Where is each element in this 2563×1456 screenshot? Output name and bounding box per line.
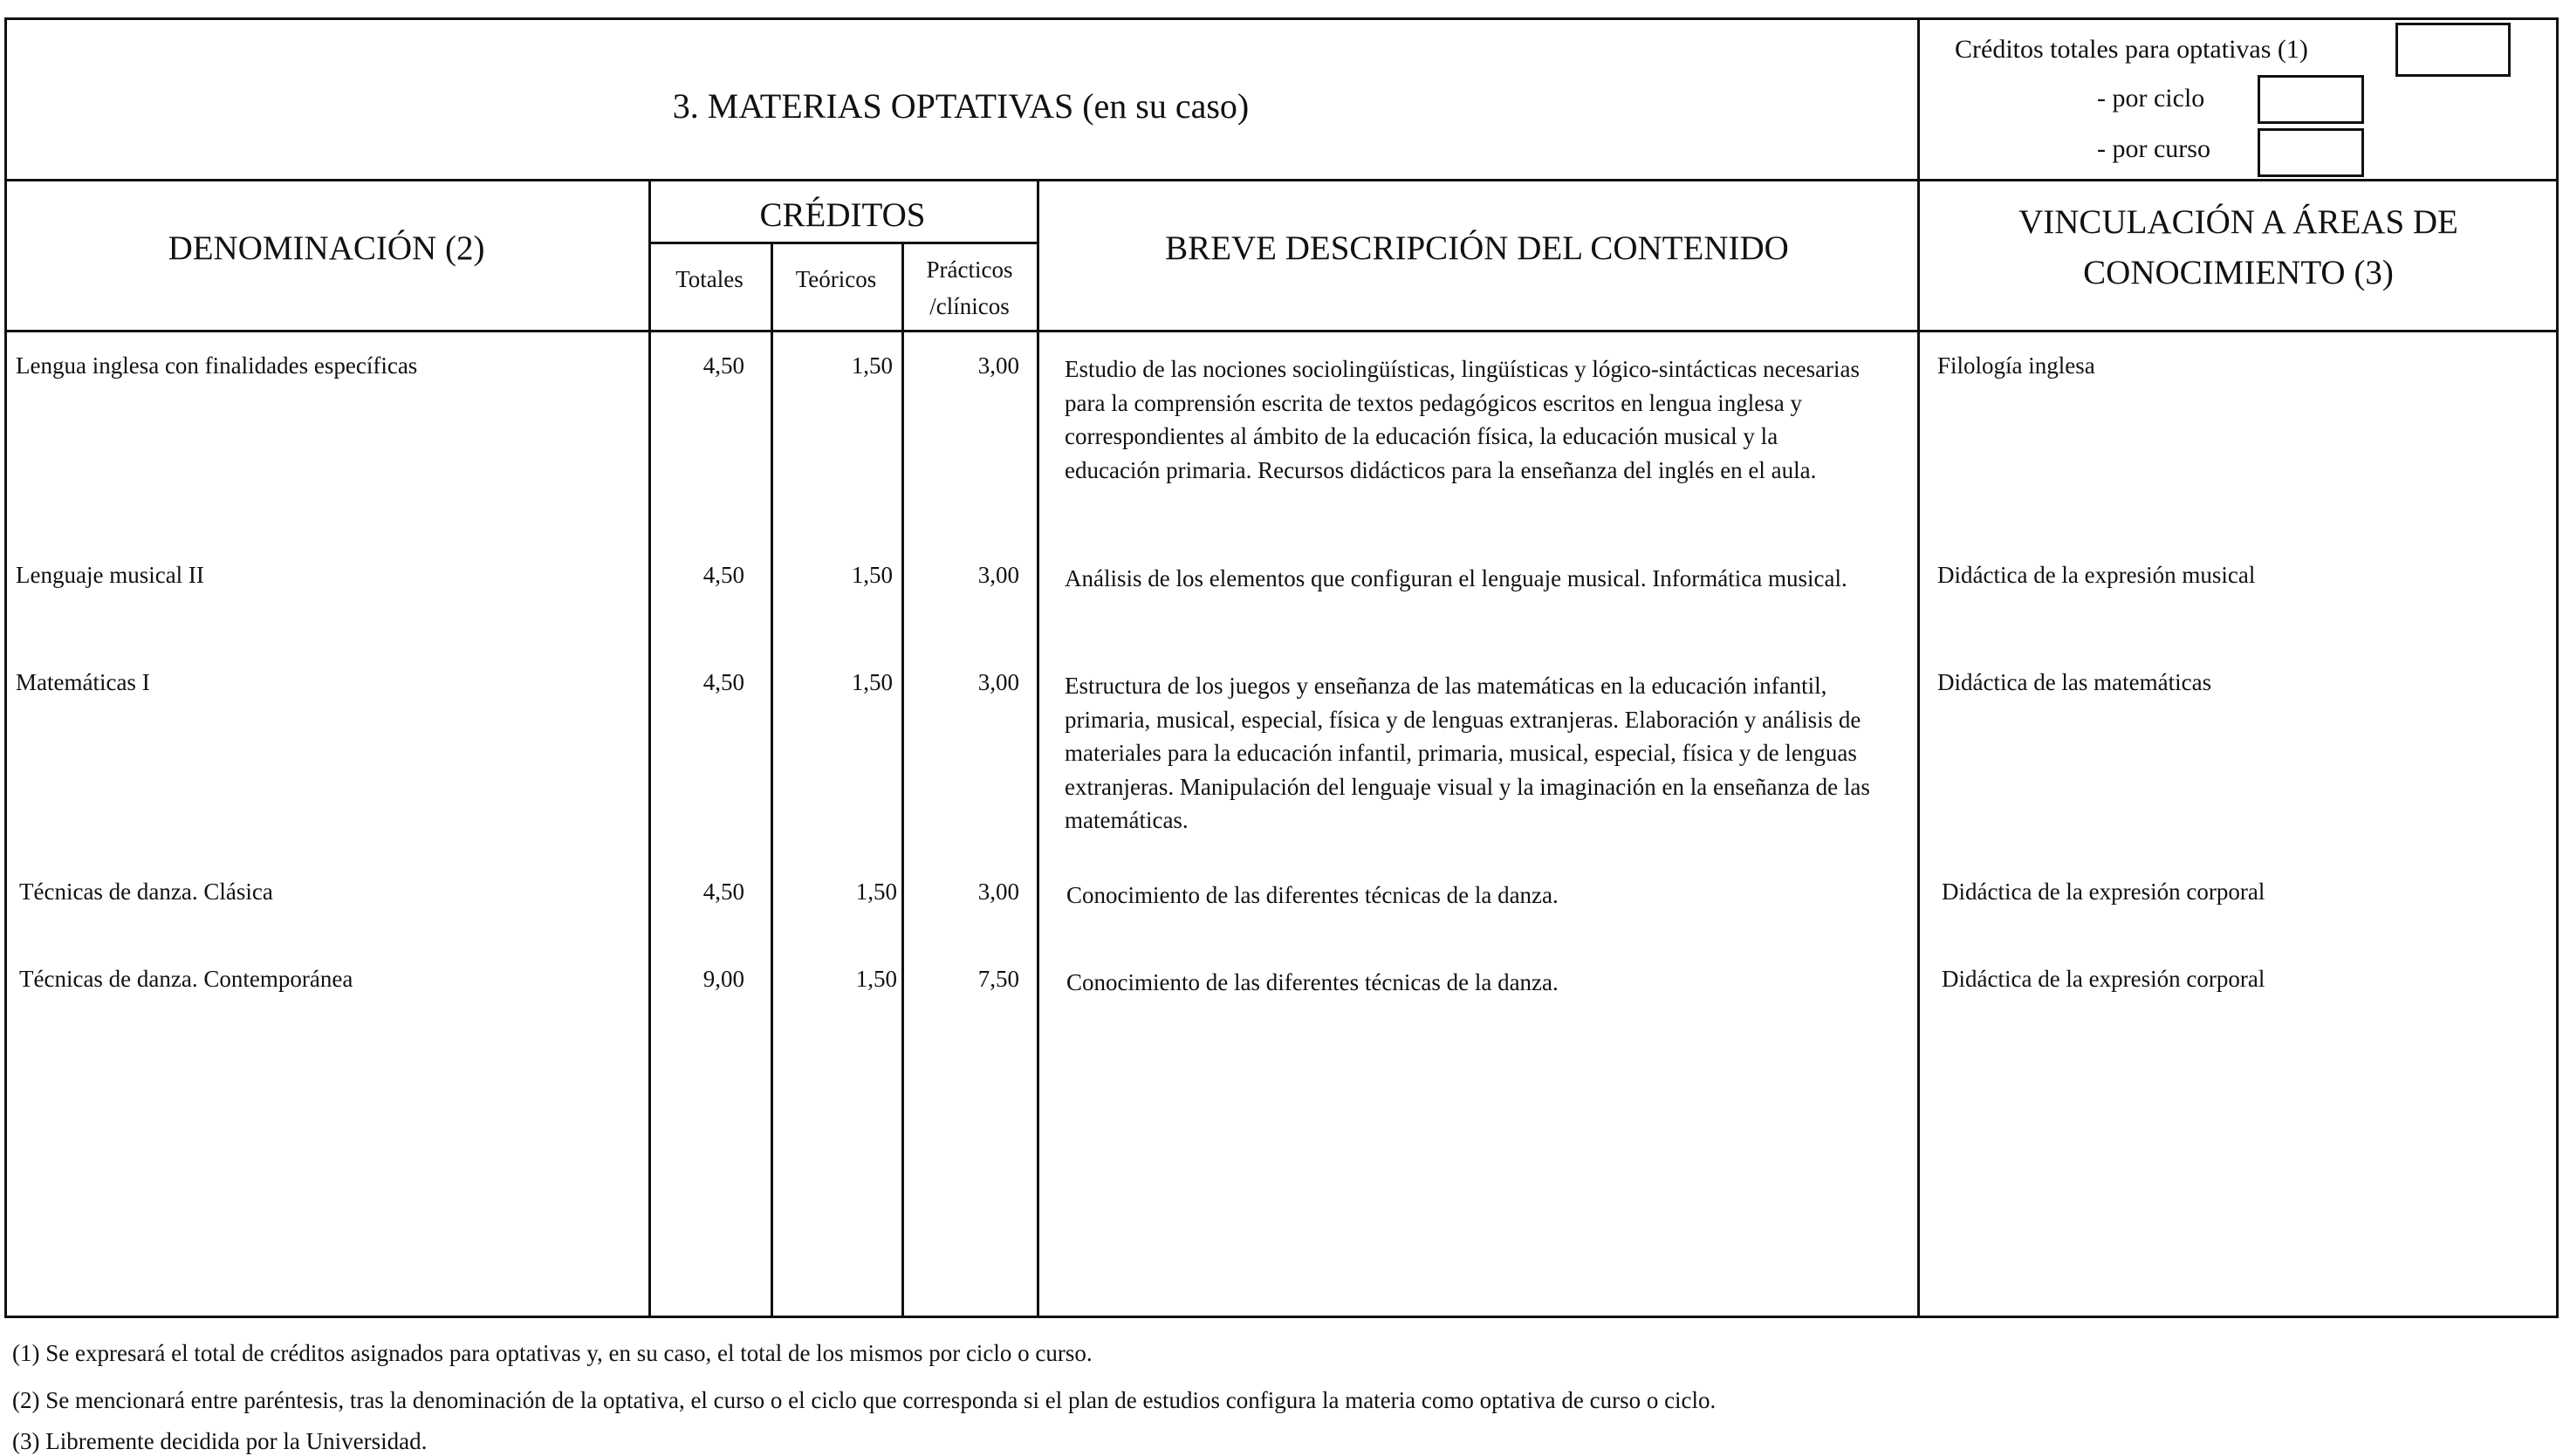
credits-per-cycle-input[interactable] [2258,75,2364,124]
col-header-teoricos: Teóricos [795,266,877,292]
header-divider [4,179,2559,181]
col-divider-teoricos [901,242,904,1318]
row-practicos: 3,00 [977,878,1019,905]
row-totales: 4,50 [702,562,744,588]
footnote-3: (3) Libremente decidida por la Universidad. [12,1428,428,1454]
table-left-border [4,17,7,1318]
row-teoricos: 1,50 [855,966,897,992]
credits-per-course-input[interactable] [2258,128,2364,177]
row-teoricos: 1,50 [851,352,893,379]
col-header-practicos: Prácticos /clínicos [926,256,1013,319]
row-totales: 4,50 [702,878,744,905]
table-top-border [4,17,2559,20]
table-right-border [2556,17,2559,1318]
col-header-creditos: CRÉDITOS [759,196,926,234]
row-area: Didáctica de las matemáticas [1937,669,2212,695]
row-practicos: 3,00 [977,352,1019,379]
row-name: Lengua inglesa con finalidades específicas [16,352,418,379]
section-title: 3. MATERIAS OPTATIVAS (en su caso) [672,86,1250,126]
row-name: Técnicas de danza. Clásica [19,878,273,905]
row-totales: 9,00 [702,966,744,992]
col-header-totales: Totales [675,266,744,292]
row-description: Conocimiento de las diferentes técnicas de la danza. [1066,882,1559,908]
credits-panel-divider [1917,17,1920,181]
row-totales: 4,50 [702,669,744,695]
row-name: Matemáticas I [16,669,150,695]
row-description: Estructura de los juegos y enseñanza de las matemáticas en la educación infantil, primaria, musical, especial, física y de lenguas extranjeras. Elaboración y análisis de materiales para la educación infantil, primaria, musical, especial, física y de lenguas extranjeras. Manipulación del lenguaje visual y la imaginación en la enseñanza de las matemáticas. [1065,673,1870,833]
col-header-denominacion: DENOMINACIÓN (2) [168,229,485,267]
footnote-1: (1) Se expresará el total de créditos asignados para optativas y, en su caso, el total de los mismos por ciclo o curso. [12,1340,1093,1366]
row-area: Filología inglesa [1937,352,2095,379]
credits-total-label: Créditos totales para optativas (1) [1955,35,2308,64]
column-header-divider [4,330,2559,332]
row-area: Didáctica de la expresión corporal [1942,878,2265,905]
row-name: Lenguaje musical II [16,562,204,588]
footnote-2: (2) Se mencionará entre paréntesis, tras la denominación de la optativa, el curso o el ciclo que corresponda si el plan de estudios configura la materia como optativa de curso o ciclo. [12,1387,1717,1413]
credits-total-input[interactable] [2395,23,2511,77]
col-divider-totales [771,242,773,1318]
col-header-vinculacion: VINCULACIÓN A ÁREAS DE CONOCIMIENTO (3) [2018,203,2458,291]
col-divider-practicos [1037,179,1039,1318]
row-teoricos: 1,50 [851,669,893,695]
row-description: Análisis de los elementos que configuran el lenguaje musical. Informática musical. [1065,565,1847,591]
col-divider-descripcion [1917,179,1920,1318]
row-area: Didáctica de la expresión corporal [1942,966,2265,992]
row-practicos: 3,00 [977,562,1019,588]
creditos-divider [648,242,1038,244]
row-practicos: 3,00 [977,669,1019,695]
row-totales: 4,50 [702,352,744,379]
row-description: Conocimiento de las diferentes técnicas de la danza. [1066,969,1559,995]
row-description: Estudio de las nociones sociolingüísticas, lingüísticas y lógico-sintácticas necesarias para la comprensión escrita de textos pedagógicos escritos en lengua inglesa y correspondientes al ámbito de la educación física, la educación musical y la educación primaria. Recursos didácticos para la enseñanza del inglés en el aula. [1065,356,1861,483]
col-divider-denominacion [648,179,651,1318]
row-area: Didáctica de la expresión musical [1937,562,2256,588]
credits-per-cycle-label: - por ciclo [2097,84,2205,113]
col-header-descripcion: BREVE DESCRIPCIÓN DEL CONTENIDO [1165,229,1789,267]
credits-per-course-label: - por curso [2097,134,2210,163]
row-teoricos: 1,50 [855,878,897,905]
row-teoricos: 1,50 [851,562,893,588]
row-name: Técnicas de danza. Contemporánea [19,966,353,992]
row-practicos: 7,50 [977,966,1019,992]
table-bottom-border [4,1316,2559,1318]
